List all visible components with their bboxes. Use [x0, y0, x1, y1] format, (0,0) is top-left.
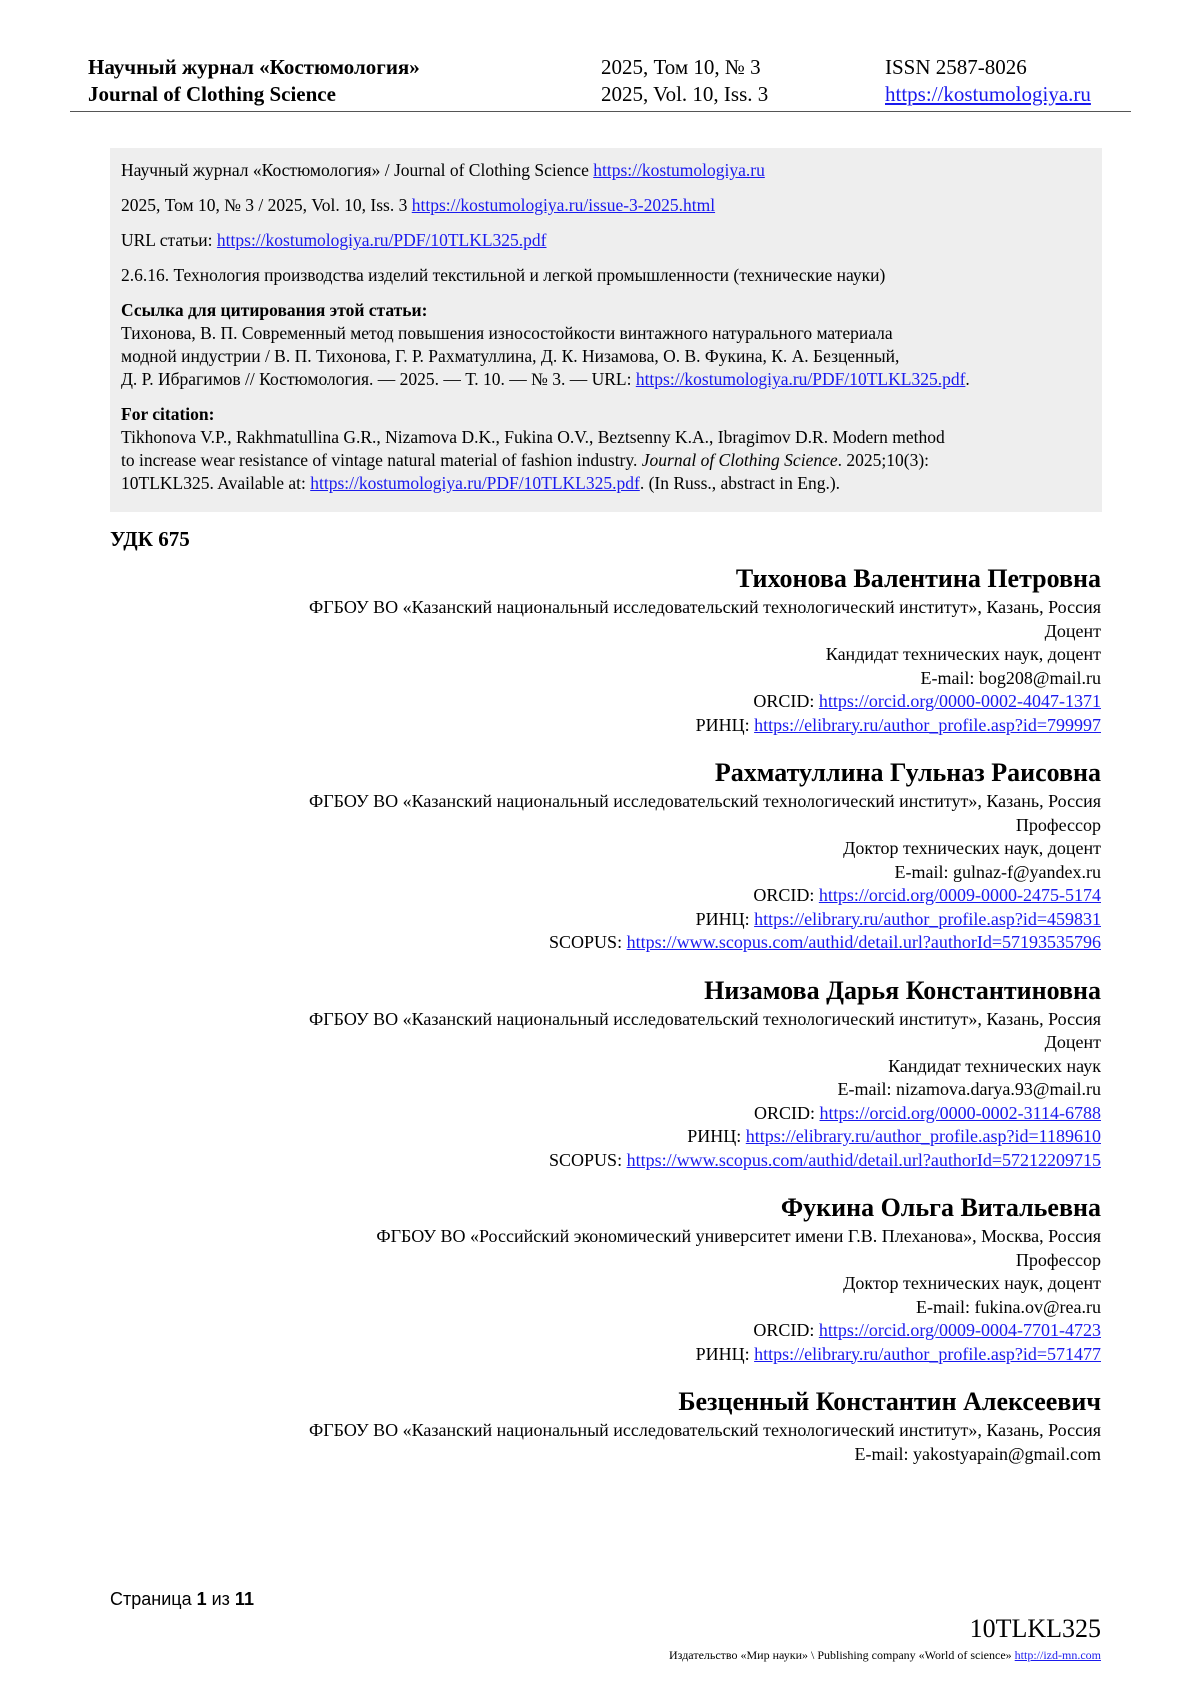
- citebox-en-citation-2: to increase wear resistance of vintage natural material of fashion industry. Journal of Clothing Science. 2025;10(3):: [121, 450, 930, 470]
- header-divider: [70, 111, 1131, 112]
- rinc-link[interactable]: https://elibrary.ru/author_profile.asp?id=459831: [754, 908, 1101, 929]
- running-header: [88, 54, 1128, 109]
- rinc-link[interactable]: https://elibrary.ru/author_profile.asp?id=799997: [754, 714, 1101, 735]
- scopus-link[interactable]: https://www.scopus.com/authid/detail.url?authorId=57193535796: [626, 932, 1101, 952]
- header-journal: [88, 54, 420, 108]
- author-orcid: ORCID: https://orcid.org/0000-0002-3114-6788: [754, 1102, 1101, 1123]
- header-issue: [601, 54, 768, 108]
- citebox-journal-line: Научный журнал «Костюмология» / Journal of Clothing Science https://kostumologiya.ru: [121, 160, 765, 180]
- udk-code: УДК 675: [110, 527, 190, 551]
- author-name: Безценный Константин Алексеевич: [678, 1387, 1101, 1416]
- citebox-ru-citation-3: Д. Р. Ибрагимов // Костюмология. — 2025. — Т. 10. — № 3. — URL: https://kostumologiya.ru/PDF/10TLKL325.pdf.: [121, 369, 970, 389]
- author-orcid: ORCID: https://orcid.org/0009-0004-7701-4723: [753, 1320, 1101, 1340]
- author-affiliation: ФГБОУ ВО «Российский экономический университет имени Г.В. Плеханова», Москва, Россия: [376, 1226, 1101, 1246]
- author-position: Профессор: [1015, 814, 1101, 835]
- author-degree: Доктор технических наук, доцент: [843, 838, 1101, 858]
- author-name: Рахматуллина Гульназ Раисовна: [714, 758, 1101, 787]
- author-email: E-mail: fukina.ov@rea.ru: [915, 1296, 1101, 1317]
- issue-en: 2025, Vol. 10, Iss. 3: [601, 82, 769, 106]
- article-code: 10TLKL325: [969, 1614, 1101, 1643]
- author-name: Фукина Ольга Витальевна: [780, 1193, 1101, 1222]
- citebox-ru-citation-2: модной индустрии / В. П. Тихонова, Г. Р. Рахматуллина, Д. К. Низамова, О. В. Фукина, К. А. Безценный,: [121, 346, 900, 366]
- author-scopus: SCOPUS: https://www.scopus.com/authid/detail.url?authorId=57193535796: [549, 932, 1101, 952]
- header-issn-block: [885, 54, 1091, 108]
- authors-list: [101, 562, 1101, 1485]
- citebox-specialty: 2.6.16. Технология производства изделий текстильной и легкой промышленности (технические науки): [121, 265, 886, 285]
- publisher-link[interactable]: http://izd-mn.com: [1014, 1648, 1101, 1662]
- citebox-en-citation-link[interactable]: https://kostumologiya.ru/PDF/10TLKL325.pdf: [310, 473, 640, 493]
- author-block: [101, 1191, 1101, 1366]
- journal-title-ru: Научный журнал «Костюмология»: [88, 55, 420, 79]
- rinc-link[interactable]: https://elibrary.ru/author_profile.asp?id=1189610: [745, 1126, 1101, 1146]
- author-degree: Кандидат технических наук, доцент: [825, 644, 1101, 664]
- author-position: Доцент: [1044, 1032, 1101, 1052]
- citebox-en-journal: Journal of Clothing Science: [641, 450, 838, 470]
- author-affiliation: ФГБОУ ВО «Казанский национальный исследовательский технологический институт», Казань, Россия: [309, 597, 1101, 617]
- author-block: [101, 562, 1101, 737]
- citebox-article-link[interactable]: https://kostumologiya.ru/PDF/10TLKL325.pdf: [216, 230, 547, 250]
- issue-ru: 2025, Том 10, № 3: [601, 55, 761, 79]
- journal-title-en: Journal of Clothing Science: [88, 82, 336, 106]
- orcid-link[interactable]: https://orcid.org/0009-0000-2475-5174: [818, 885, 1101, 905]
- citebox-en-citation-3: 10TLKL325. Available at: https://kostumologiya.ru/PDF/10TLKL325.pdf. (In Russ., abstract in Eng.).: [121, 473, 841, 493]
- author-rinc: РИНЦ: https://elibrary.ru/author_profile.asp?id=459831: [695, 908, 1101, 929]
- author-name: Тихонова Валентина Петровна: [735, 564, 1101, 593]
- page-number: Страница 1 из 11: [110, 1589, 254, 1609]
- publisher-line: Издательство «Мир науки» \ Publishing company «World of science» http://izd-mn.com: [669, 1648, 1101, 1662]
- author-scopus: SCOPUS: https://www.scopus.com/authid/detail.url?authorId=57212209715: [549, 1149, 1101, 1170]
- orcid-link[interactable]: https://orcid.org/0000-0002-4047-1371: [818, 691, 1101, 711]
- citebox-issue-line: 2025, Том 10, № 3 / 2025, Vol. 10, Iss. 3 https://kostumologiya.ru/issue-3-2025.html: [121, 195, 716, 215]
- citebox-ru-citation-link[interactable]: https://kostumologiya.ru/PDF/10TLKL325.pdf: [635, 369, 966, 389]
- citebox-en-citation-1: Tikhonova V.P., Rakhmatullina G.R., Nizamova D.K., Fukina O.V., Beztsenny K.A., Ibragimov D.R. Modern method: [121, 427, 945, 447]
- author-rinc: РИНЦ: https://elibrary.ru/author_profile.asp?id=799997: [695, 714, 1101, 735]
- author-affiliation: ФГБОУ ВО «Казанский национальный исследовательский технологический институт», Казань, Россия: [309, 1420, 1101, 1440]
- author-affiliation: ФГБОУ ВО «Казанский национальный исследовательский технологический институт», Казань, Россия: [309, 791, 1101, 811]
- citebox-ru-heading: Ссылка для цитирования этой статьи:: [121, 300, 428, 320]
- scopus-link[interactable]: https://www.scopus.com/authid/detail.url?authorId=57212209715: [626, 1149, 1101, 1170]
- orcid-link[interactable]: https://orcid.org/0009-0004-7701-4723: [818, 1320, 1101, 1340]
- author-block: [101, 974, 1101, 1173]
- site-link[interactable]: https://kostumologiya.ru: [885, 82, 1091, 106]
- rinc-link[interactable]: https://elibrary.ru/author_profile.asp?id=571477: [754, 1343, 1101, 1364]
- author-email: E-mail: gulnaz-f@yandex.ru: [894, 861, 1101, 882]
- author-position: Доцент: [1044, 620, 1101, 641]
- citebox-issue-link[interactable]: https://kostumologiya.ru/issue-3-2025.html: [411, 195, 716, 215]
- author-name: Низамова Дарья Константиновна: [704, 975, 1101, 1005]
- author-email: E-mail: nizamova.darya.93@mail.ru: [837, 1079, 1101, 1099]
- author-orcid: ORCID: https://orcid.org/0000-0002-4047-1371: [753, 691, 1101, 711]
- author-email: E-mail: bog208@mail.ru: [920, 667, 1101, 688]
- citebox-url-line: URL статьи: https://kostumologiya.ru/PDF/10TLKL325.pdf: [121, 230, 547, 250]
- author-block: [101, 756, 1101, 955]
- citebox-en-heading: For citation:: [121, 404, 215, 424]
- author-orcid: ORCID: https://orcid.org/0009-0000-2475-5174: [753, 885, 1101, 905]
- author-rinc: РИНЦ: https://elibrary.ru/author_profile.asp?id=1189610: [687, 1126, 1101, 1146]
- author-affiliation: ФГБОУ ВО «Казанский национальный исследовательский технологический институт», Казань, Россия: [309, 1008, 1101, 1029]
- author-degree: Доктор технических наук, доцент: [843, 1273, 1101, 1293]
- author-degree: Кандидат технических наук: [888, 1055, 1101, 1076]
- issn: ISSN 2587-8026: [885, 55, 1027, 79]
- citebox-ru-citation-1: Тихонова, В. П. Современный метод повышения износостойкости винтажного натурального материала: [121, 323, 893, 343]
- author-position: Профессор: [1015, 1249, 1101, 1270]
- author-block: [101, 1385, 1101, 1466]
- orcid-link[interactable]: https://orcid.org/0000-0002-3114-6788: [819, 1102, 1101, 1123]
- author-rinc: РИНЦ: https://elibrary.ru/author_profile.asp?id=571477: [695, 1343, 1101, 1364]
- citation-box: [110, 148, 1102, 512]
- author-email: E-mail: yakostyapain@gmail.com: [854, 1443, 1101, 1464]
- citebox-journal-link[interactable]: https://kostumologiya.ru: [593, 160, 765, 180]
